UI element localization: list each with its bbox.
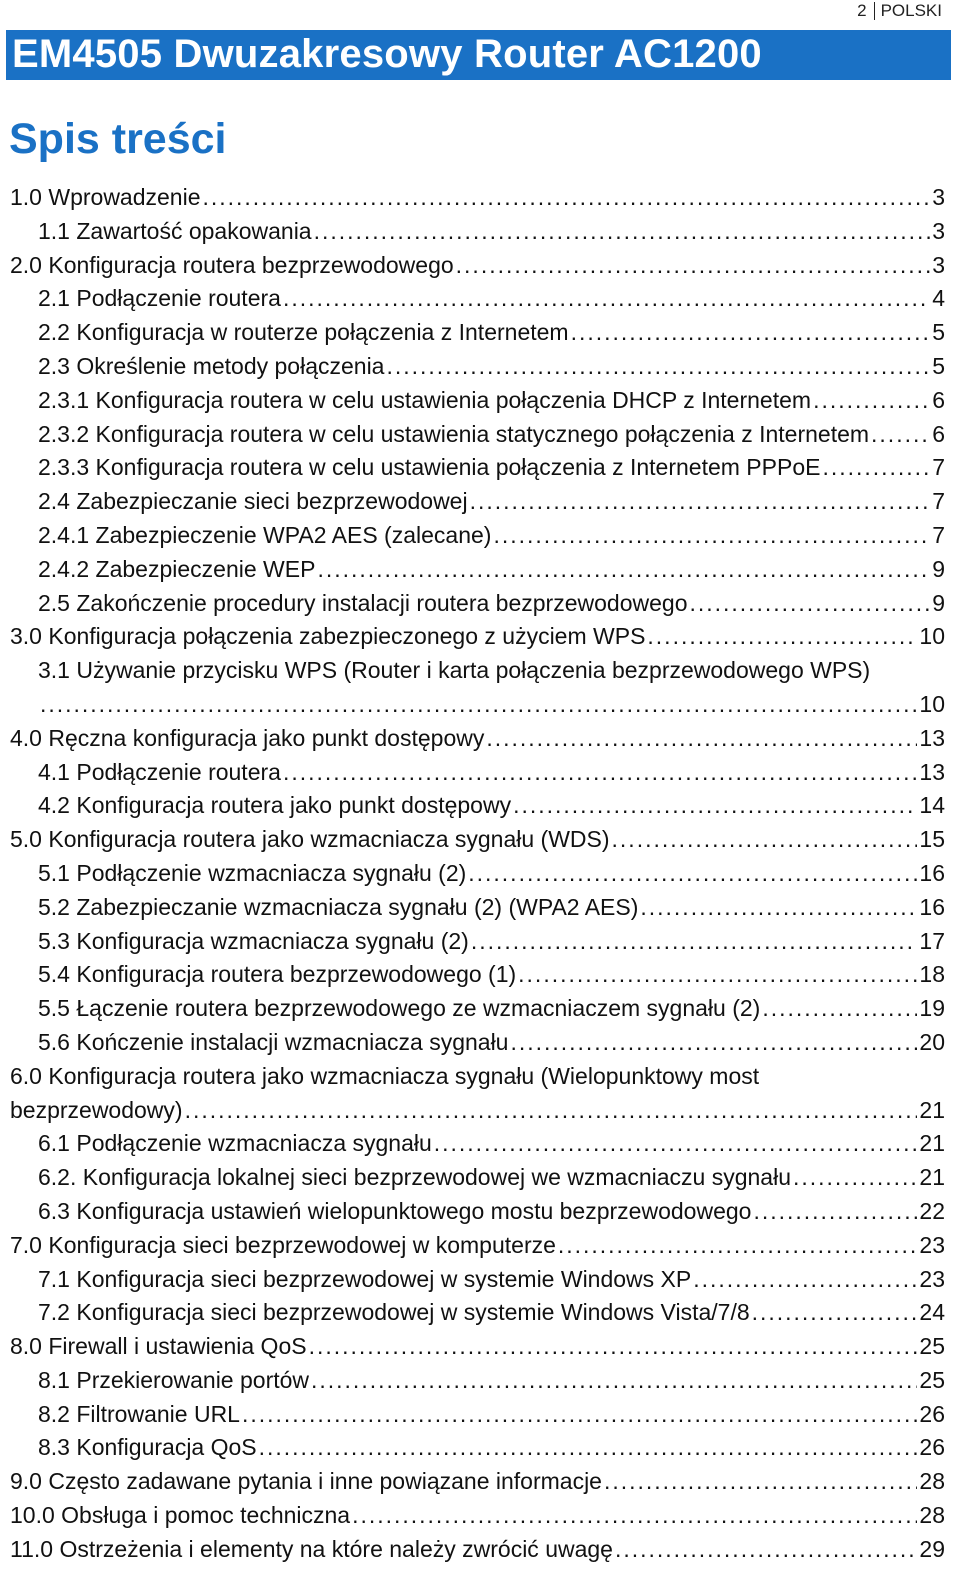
toc-page-number: 28: [919, 1502, 945, 1529]
toc-entry[interactable]: [38, 350, 945, 384]
toc-page-number: 3: [932, 217, 945, 244]
toc-page-number: 10: [919, 623, 945, 650]
dot-leader: [40, 688, 917, 722]
toc-page-number: 3: [932, 184, 945, 210]
dot-leader: [471, 925, 918, 959]
dot-leader: [468, 857, 917, 891]
toc-entry-title: 2.3.1 Konfiguracja routera w celu ustawienia połączenia DHCP z Internetem: [38, 386, 812, 413]
toc-entry-title: 8.3 Konfiguracja QoS: [38, 1434, 257, 1461]
toc-entry[interactable]: [38, 451, 945, 485]
toc-page-number: 23: [919, 1265, 945, 1292]
dot-leader: [513, 789, 917, 823]
toc-entry-title: 8.2 Filtrowanie URL: [38, 1400, 240, 1427]
dot-leader: [615, 1533, 917, 1567]
toc-page-number: 26: [919, 1434, 945, 1461]
toc-entry-title: 5.3 Konfiguracja wzmacniacza sygnału (2): [38, 927, 469, 954]
dot-leader: [434, 1127, 918, 1161]
dot-leader: [311, 1364, 917, 1398]
toc-page-number: 21: [919, 1130, 945, 1157]
toc-entry-title: 6.1 Podłączenie wzmacniacza sygnału: [38, 1130, 432, 1157]
toc-entry-title: 5.2 Zabezpieczanie wzmacniacza sygnału (2) (WPA2 AES): [38, 893, 639, 920]
dot-leader: [822, 451, 930, 485]
toc-entry[interactable]: [10, 620, 945, 654]
toc-entry[interactable]: [38, 1431, 945, 1465]
dot-leader: [203, 181, 931, 215]
toc-entry[interactable]: [10, 1060, 945, 1094]
toc-page-number: 19: [919, 995, 945, 1022]
toc-entry-title: 2.4.1 Zabezpieczenie WPA2 AES (zalecane): [38, 521, 492, 548]
toc-entry[interactable]: [38, 553, 945, 587]
toc-page-number: 5: [932, 319, 945, 346]
toc-entry-title: 3.1 Używanie przycisku WPS (Router i karta połączenia bezprzewodowego WPS): [38, 657, 871, 684]
toc-page-number: 6: [932, 386, 945, 413]
toc-entry-title: 5.1 Podłączenie wzmacniacza sygnału (2): [38, 859, 467, 886]
toc-page-number: 25: [919, 1333, 945, 1360]
toc-entry-title: 1.1 Zawartość opakowania: [38, 217, 312, 244]
toc-entry[interactable]: [38, 384, 945, 418]
toc-entry[interactable]: [38, 1127, 945, 1161]
toc-entry-title: 3.0 Konfiguracja połączenia zabezpieczonego z użyciem WPS: [10, 623, 646, 650]
toc-entry[interactable]: [10, 1499, 945, 1533]
toc-entry-title: 6.0 Konfiguracja routera jako wzmacniacza sygnału (Wielopunktowy most: [10, 1062, 760, 1089]
toc-page-number: 13: [919, 724, 945, 751]
toc-page-number: 3: [932, 251, 945, 278]
toc-entry-title: 2.1 Podłączenie routera: [38, 285, 281, 312]
toc-entry-title: 4.0 Ręczna konfiguracja jako punkt dostępowy: [10, 724, 485, 751]
toc-entry[interactable]: [38, 958, 945, 992]
toc-entry-title: 6.3 Konfiguracja ustawień wielopunktowego mostu bezprzewodowego: [38, 1197, 752, 1224]
toc-entry-title: 5.4 Konfiguracja routera bezprzewodowego (1): [38, 961, 517, 988]
toc-entry-title: 10.0 Obsługa i pomoc techniczna: [10, 1502, 351, 1529]
toc-entry-title: 8.1 Przekierowanie portów: [38, 1366, 310, 1393]
dot-leader: [689, 587, 930, 621]
dot-leader: [813, 384, 930, 418]
toc-entry[interactable]: [38, 1195, 945, 1229]
dot-leader: [762, 992, 917, 1026]
dot-leader: [493, 519, 930, 553]
dot-leader: [793, 1161, 917, 1195]
toc-entry-title: 2.3.2 Konfiguracja routera w celu ustawienia statycznego połączenia z Internetem: [38, 420, 870, 447]
toc-entry[interactable]: [38, 282, 945, 316]
toc-entry-title: 2.2 Konfiguracja w routerze połączenia z Internetem: [38, 319, 569, 346]
toc-entry[interactable]: [10, 722, 945, 756]
toc-entry-title: 7.0 Konfiguracja sieci bezprzewodowej w komputerze: [10, 1231, 556, 1258]
toc-page-number: 16: [919, 893, 945, 920]
dot-leader: [456, 249, 931, 283]
toc-page-number: 20: [919, 1028, 945, 1055]
toc-entry[interactable]: [38, 857, 945, 891]
toc-entry-title: 5.6 Kończenie instalacji wzmacniacza sygnału: [38, 1028, 509, 1055]
toc-entry[interactable]: [38, 925, 945, 959]
toc-entry[interactable]: [38, 992, 945, 1026]
toc-entry-title: 5.5 Łączenie routera bezprzewodowego ze wzmacniaczem sygnału (2): [38, 995, 761, 1022]
toc-entry-title: 2.0 Konfiguracja routera bezprzewodowego: [10, 251, 454, 278]
dot-leader: [309, 1330, 918, 1364]
toc-entry[interactable]: [10, 1533, 945, 1567]
toc-entry[interactable]: [10, 1229, 945, 1263]
page-header: [857, 0, 942, 22]
toc-entry-title: 7.1 Konfiguracja sieci bezprzewodowej w systemie Windows XP: [38, 1265, 692, 1292]
toc-entry-title: 2.4.2 Zabezpieczenie WEP: [38, 555, 316, 582]
toc-entry-title: 8.0 Firewall i ustawienia QoS: [10, 1333, 307, 1360]
toc-entry[interactable]: [38, 587, 945, 621]
toc-page-number: 7: [932, 521, 945, 548]
toc-page-number: 4: [932, 285, 945, 312]
toc-entry-title: 6.2. Konfiguracja lokalnej sieci bezprzewodowej we wzmacniaczu sygnału: [38, 1164, 792, 1191]
toc-page-number: 10: [919, 690, 945, 717]
toc-entry-continuation[interactable]: [38, 688, 945, 722]
toc-entry-title: 2.3 Określenie metody połączenia: [38, 352, 385, 379]
dot-leader: [283, 756, 917, 790]
table-of-contents: [0, 181, 960, 1567]
dot-leader: [752, 1296, 918, 1330]
dot-leader: [604, 1465, 917, 1499]
toc-entry[interactable]: [38, 215, 945, 249]
title-bar: [6, 30, 951, 80]
toc-entry[interactable]: [10, 249, 945, 283]
toc-entry[interactable]: [38, 519, 945, 553]
dot-leader: [753, 1195, 917, 1229]
toc-entry[interactable]: [10, 823, 945, 857]
toc-page-number: 25: [919, 1366, 945, 1393]
toc-page-number: 21: [919, 1096, 945, 1123]
toc-heading: Spis treści: [9, 115, 227, 163]
header-divider: [874, 2, 875, 20]
dot-leader: [693, 1263, 917, 1297]
toc-page-number: 6: [932, 420, 945, 447]
toc-entry[interactable]: [38, 891, 945, 925]
toc-page-number: 21: [919, 1164, 945, 1191]
toc-entry[interactable]: [38, 1364, 945, 1398]
dot-leader: [558, 1229, 918, 1263]
dot-leader: [242, 1398, 917, 1432]
toc-page-number: 7: [932, 488, 945, 515]
dot-leader: [518, 958, 917, 992]
toc-entry-title: 7.2 Konfiguracja sieci bezprzewodowej w systemie Windows Vista/7/8: [38, 1299, 750, 1326]
toc-page-number: 9: [932, 555, 945, 582]
dot-leader: [571, 316, 931, 350]
toc-entry-title: bezprzewodowy): [10, 1096, 183, 1123]
dot-leader: [352, 1499, 917, 1533]
toc-entry[interactable]: [38, 1161, 945, 1195]
toc-entry-title: 1.0 Wprowadzenie: [10, 184, 201, 210]
toc-page-number: 7: [932, 454, 945, 481]
toc-entry-title: 5.0 Konfiguracja routera jako wzmacniacza sygnału (WDS): [10, 826, 610, 853]
dot-leader: [470, 485, 931, 519]
toc-entry-title: 4.1 Podłączenie routera: [38, 758, 281, 785]
toc-page-number: 13: [919, 758, 945, 785]
toc-page-number: 26: [919, 1400, 945, 1427]
toc-entry[interactable]: [38, 1026, 945, 1060]
toc-page-number: 17: [919, 927, 945, 954]
toc-entry-title: 9.0 Często zadawane pytania i inne powiązane informacje: [10, 1468, 602, 1495]
toc-page-number: 5: [932, 352, 945, 379]
toc-entry[interactable]: [10, 1094, 945, 1128]
toc-entry[interactable]: [38, 789, 945, 823]
toc-entry[interactable]: [10, 1465, 945, 1499]
toc-page-number: 14: [919, 792, 945, 819]
dot-leader: [185, 1094, 918, 1128]
toc-entry[interactable]: [38, 1263, 945, 1297]
dot-leader: [283, 282, 930, 316]
toc-page-number: 24: [919, 1299, 945, 1326]
toc-page-number: 28: [919, 1468, 945, 1495]
dot-leader: [259, 1431, 918, 1465]
toc-entry-title: 2.4 Zabezpieczanie sieci bezprzewodowej: [38, 488, 468, 515]
toc-entry[interactable]: [38, 485, 945, 519]
dot-leader: [317, 553, 930, 587]
dot-leader: [314, 215, 931, 249]
toc-entry[interactable]: [10, 1330, 945, 1364]
language-label: POLSKI: [880, 1, 942, 20]
document-title: EM4505 Dwuzakresowy Router AC1200: [12, 32, 762, 76]
toc-entry-title: 11.0 Ostrzeżenia i elementy na które należy zwrócić uwagę: [10, 1535, 613, 1562]
toc-page-number: 9: [932, 589, 945, 616]
toc-page-number: 15: [919, 826, 945, 853]
toc-entry[interactable]: [38, 316, 945, 350]
dot-leader: [510, 1026, 917, 1060]
toc-entry[interactable]: [38, 418, 945, 452]
dot-leader: [612, 823, 918, 857]
dot-leader: [386, 350, 930, 384]
toc-entry[interactable]: [38, 756, 945, 790]
dot-leader: [486, 722, 917, 756]
toc-page-number: 29: [919, 1535, 945, 1562]
toc-entry[interactable]: [38, 654, 945, 688]
toc-entry-title: 2.3.3 Konfiguracja routera w celu ustawienia połączenia z Internetem PPPoE: [38, 454, 821, 481]
toc-entry[interactable]: [10, 181, 945, 215]
toc-entry-title: 2.5 Zakończenie procedury instalacji routera bezprzewodowego: [38, 589, 688, 616]
toc-entry-title: 4.2 Konfiguracja routera jako punkt dostępowy: [38, 792, 512, 819]
toc-page-number: 22: [919, 1197, 945, 1224]
toc-entry[interactable]: [38, 1296, 945, 1330]
dot-leader: [871, 418, 930, 452]
toc-page-number: 23: [919, 1231, 945, 1258]
page-number: 2: [857, 1, 867, 20]
dot-leader: [640, 891, 917, 925]
toc-page-number: 18: [919, 961, 945, 988]
toc-page-number: 16: [919, 859, 945, 886]
dot-leader: [647, 620, 917, 654]
toc-entry[interactable]: [38, 1398, 945, 1432]
